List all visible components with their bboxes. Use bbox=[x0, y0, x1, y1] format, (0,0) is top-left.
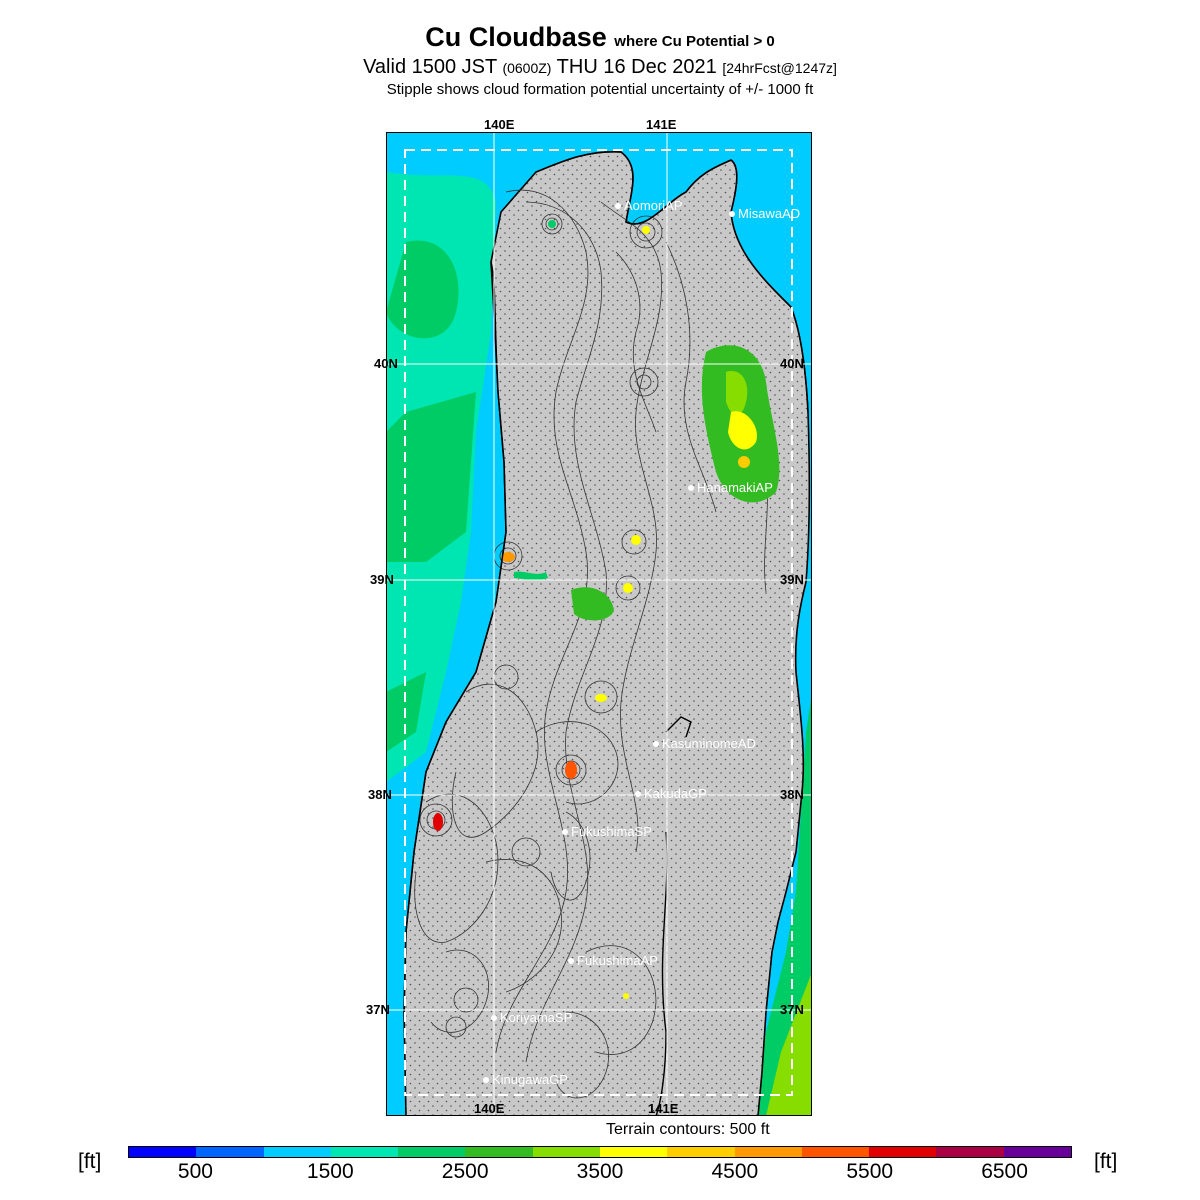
forecast-info: [24hrFcst@1247z] bbox=[722, 60, 837, 76]
station-label: HanamakiAP bbox=[697, 480, 773, 495]
lat-label-38n-right: 38N bbox=[780, 787, 804, 802]
colorbar-segment bbox=[802, 1147, 869, 1157]
station-label: KakudaGP bbox=[644, 786, 707, 801]
colorbar-segment bbox=[465, 1147, 532, 1157]
station-dot bbox=[615, 203, 621, 209]
colorbar-segment bbox=[667, 1147, 734, 1157]
valid-zulu: (0600Z) bbox=[502, 60, 552, 76]
colorbar-segment bbox=[533, 1147, 600, 1157]
station-label: KasuminomeAD bbox=[662, 736, 756, 751]
colorbar-segment bbox=[264, 1147, 331, 1157]
station-dot bbox=[568, 958, 574, 964]
colorbar-segment bbox=[196, 1147, 263, 1157]
colorbar-segment bbox=[600, 1147, 667, 1157]
colorbar-unit-left: [ft] bbox=[78, 1150, 102, 1173]
station-koriyama-sp bbox=[491, 1010, 572, 1025]
station-label: AomoriAP bbox=[624, 198, 683, 213]
station-aomori-ap bbox=[615, 198, 683, 213]
station-dot bbox=[635, 791, 641, 797]
lon-label-140e-bottom: 140E bbox=[474, 1101, 505, 1116]
station-dot bbox=[491, 1015, 497, 1021]
station-label: MisawaAD bbox=[738, 206, 801, 221]
valid-time-line bbox=[0, 56, 1200, 79]
station-label: KinugawaGP bbox=[492, 1072, 568, 1087]
colorbar-segment bbox=[331, 1147, 398, 1157]
lat-label-37n-left: 37N bbox=[366, 1002, 390, 1017]
colorbar-tick-label: 6500 bbox=[981, 1160, 1028, 1183]
lon-label-141e-top: 141E bbox=[646, 117, 677, 132]
colorbar-segment bbox=[398, 1147, 465, 1157]
chart-title bbox=[0, 22, 1200, 53]
lat-label-40n-left: 40N bbox=[374, 356, 398, 371]
title-suffix: where Cu Potential > 0 bbox=[614, 33, 775, 50]
station-kasuminome-ad bbox=[653, 736, 756, 751]
lat-label-37n-right: 37N bbox=[780, 1002, 804, 1017]
station-dot bbox=[562, 829, 568, 835]
station-fukushima-sp bbox=[562, 824, 652, 839]
lon-label-141e-bottom: 141E bbox=[648, 1101, 679, 1116]
valid-prefix: Valid 1500 JST bbox=[363, 56, 497, 78]
station-hanamaki-ap bbox=[688, 480, 773, 495]
chart-subtitle: Stipple shows cloud formation potential uncertainty of +/- 1000 ft bbox=[386, 81, 814, 98]
station-dot bbox=[653, 741, 659, 747]
colorbar-segment bbox=[129, 1147, 196, 1157]
title-main: Cu Cloudbase bbox=[425, 22, 607, 52]
station-label: FukushimaAP bbox=[577, 953, 658, 968]
lat-label-39n-right: 39N bbox=[780, 572, 804, 587]
colorbar bbox=[128, 1146, 1072, 1158]
colorbar-segment bbox=[735, 1147, 802, 1157]
station-label: KoriyamaSP bbox=[500, 1010, 573, 1025]
colorbar-unit-right: [ft] bbox=[1094, 1150, 1118, 1173]
station-dot bbox=[729, 211, 735, 217]
colorbar-tick-label: 2500 bbox=[441, 1160, 489, 1183]
station-dot bbox=[483, 1077, 489, 1083]
colorbar-segment bbox=[936, 1147, 1003, 1157]
colorbar-tick-label: 500 bbox=[177, 1160, 213, 1183]
colorbar-tick-label: 3500 bbox=[576, 1160, 624, 1183]
valid-date: THU 16 Dec 2021 bbox=[556, 56, 717, 78]
colorbar-segment bbox=[1004, 1147, 1071, 1157]
terrain-contours-note: Terrain contours: 500 ft bbox=[606, 1121, 770, 1138]
station-dot bbox=[688, 485, 694, 491]
colorbar-segment bbox=[869, 1147, 936, 1157]
colorbar-tick-label: 4500 bbox=[711, 1160, 759, 1183]
station-misawa-ad bbox=[729, 206, 800, 221]
station-kinugawa-gp bbox=[483, 1072, 568, 1087]
colorbar-tick-label: 5500 bbox=[846, 1160, 894, 1183]
map-panel bbox=[386, 132, 812, 1116]
lat-label-39n-left: 39N bbox=[370, 572, 394, 587]
station-kakuda-gp bbox=[635, 786, 707, 801]
station-fukushima-ap bbox=[568, 953, 658, 968]
lon-label-140e-top: 140E bbox=[484, 117, 515, 132]
lat-label-40n-right: 40N bbox=[780, 356, 804, 371]
lat-label-38n-left: 38N bbox=[368, 787, 392, 802]
station-label: FukushimaSP bbox=[571, 824, 652, 839]
colorbar-tick-label: 1500 bbox=[306, 1160, 354, 1183]
